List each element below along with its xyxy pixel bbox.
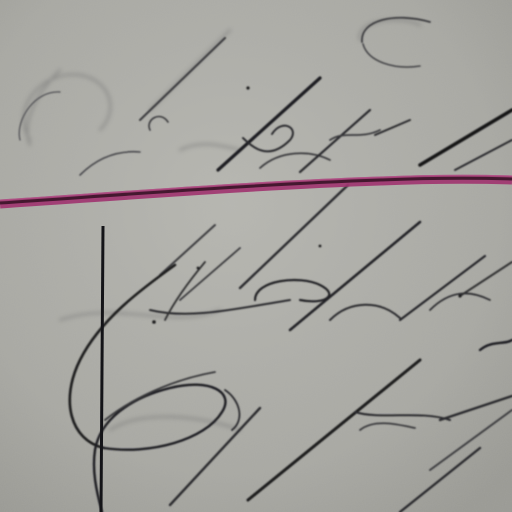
margin-line: [101, 226, 103, 512]
